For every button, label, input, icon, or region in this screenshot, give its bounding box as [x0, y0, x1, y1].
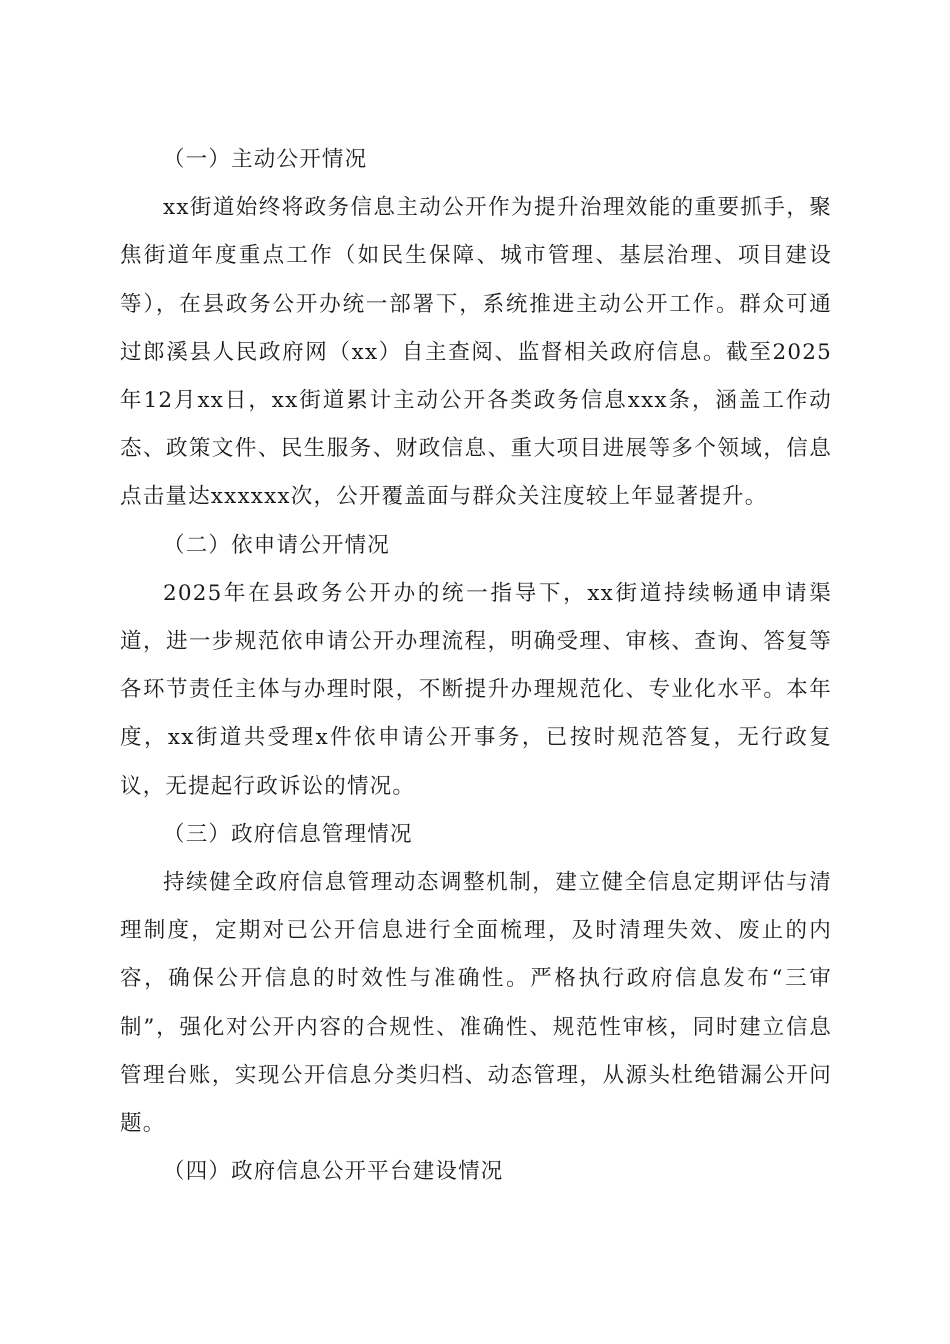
section-heading-3: （三）政府信息管理情况 [163, 821, 413, 847]
section-heading-4: （四）政府信息公开平台建设情况 [163, 1159, 504, 1185]
section-paragraph-2: 2025年在县政务公开办的统一指导下，xx街道持续畅通申请渠道，进一步规范依申请公开办理流程，明确受理、审核、查询、答复等各环节责任主体与办理时限，不断提升办理规范化、专业化水平。本年度，xx街道共受理x件依申请公开事务，已按时规范答复，无行政复议，无提起行政诉讼的情况。 [120, 580, 832, 799]
section-paragraph-3: 持续健全政府信息管理动态调整机制，建立健全信息定期评估与清理制度，定期对已公开信息进行全面梳理，及时清理失效、废止的内容，确保公开信息的时效性与准确性。严格执行政府信息发布“三审制”，强化对公开内容的合规性、准确性、规范性审核，同时建立信息管理台账，实现公开信息分类归档、动态管理，从源头杜绝错漏公开问题。 [120, 870, 832, 1137]
section-paragraph-1: xx街道始终将政务信息主动公开作为提升治理效能的重要抓手，聚焦街道年度重点工作（如民生保障、城市管理、基层治理、项目建设等），在县政务公开办统一部署下，系统推进主动公开工作。群众可通过郎溪县人民政府网（xx）自主查阅、监督相关政府信息。截至2025年12月xx日，xx街道累计主动公开各类政务信息xxx条，涵盖工作动态、政策文件、民生服务、财政信息、重大项目进展等多个领域，信息点击量达xxxxxx次，公开覆盖面与群众关注度较上年显著提升。 [120, 195, 832, 510]
section-heading-1: （一）主动公开情况 [163, 147, 368, 172]
section-heading-2: （二）依申请公开情况 [163, 532, 391, 558]
document-body [120, 136, 832, 1196]
